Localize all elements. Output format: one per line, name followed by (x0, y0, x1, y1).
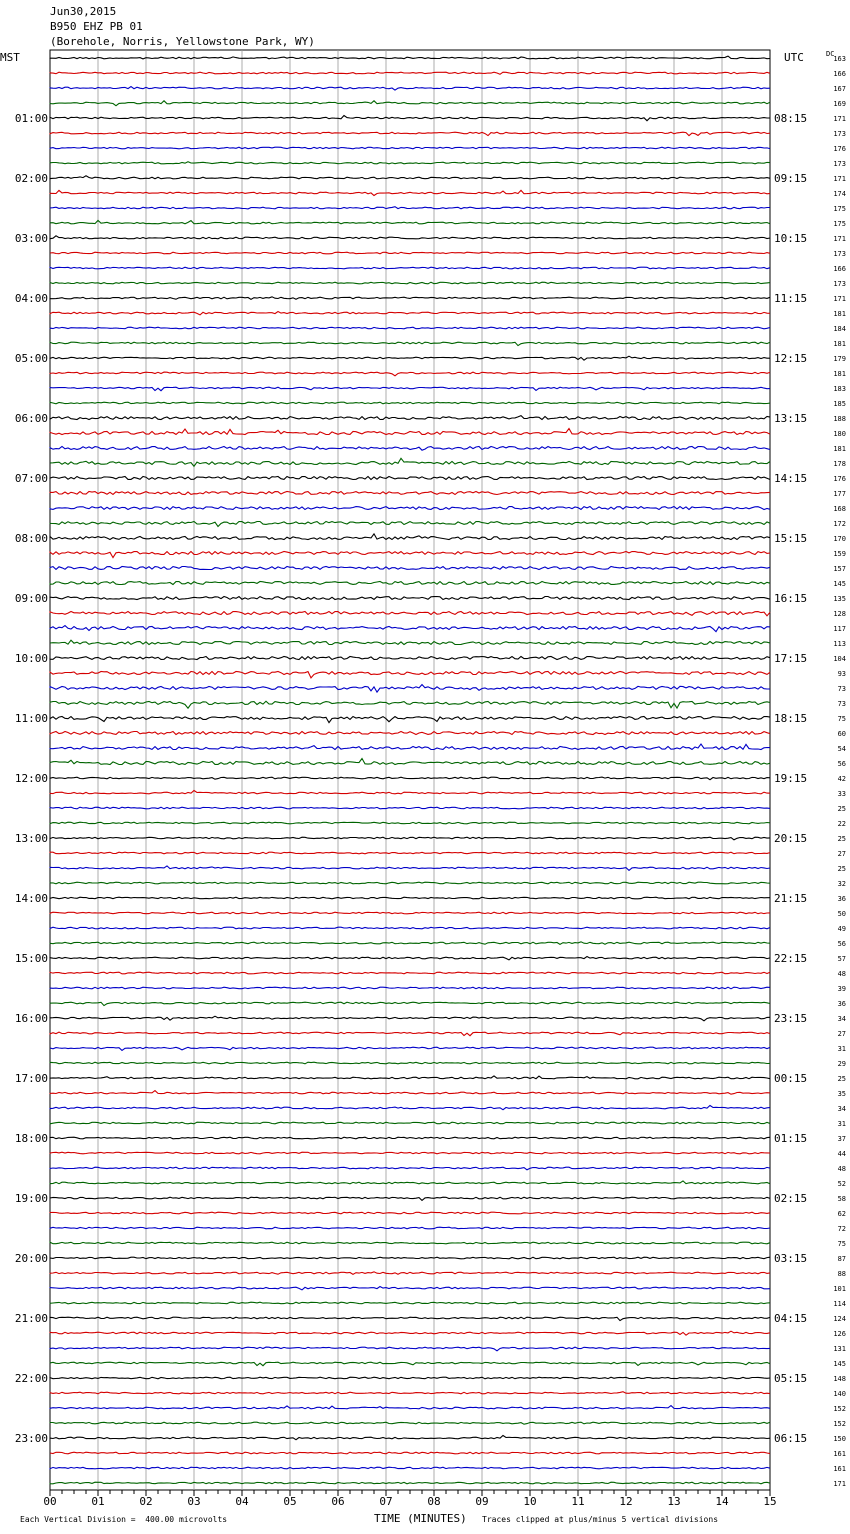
dc-value: 181 (833, 370, 846, 378)
seismic-trace (50, 626, 770, 632)
seismic-trace (50, 312, 770, 315)
left-hour-label: 02:00 (14, 172, 48, 185)
seismic-trace (50, 777, 770, 780)
seismic-trace (50, 458, 770, 466)
seismic-trace (50, 744, 770, 749)
dc-value: 49 (837, 925, 846, 933)
left-hour-label: 20:00 (14, 1252, 48, 1265)
left-hour-label: 22:00 (14, 1372, 48, 1385)
dc-value: 185 (833, 400, 846, 408)
right-hour-label: 13:15 (774, 412, 808, 425)
seismic-trace (50, 1331, 770, 1335)
station-location: (Borehole, Norris, Yellowstone Park, WY) (50, 35, 315, 48)
right-hour-label: 21:15 (774, 892, 808, 905)
left-hour-label: 06:00 (14, 412, 48, 425)
dc-value: 172 (833, 520, 846, 528)
seismic-trace (50, 1302, 770, 1304)
left-hour-label: 18:00 (14, 1132, 48, 1145)
x-tick-label: 02 (139, 1495, 153, 1508)
seismic-trace (50, 372, 770, 376)
seismic-trace (50, 477, 770, 480)
right-hour-label: 05:15 (774, 1372, 808, 1385)
dc-value: 181 (833, 445, 846, 453)
right-hour-label: 11:15 (774, 292, 808, 305)
dc-value: 188 (833, 415, 846, 423)
dc-value: 178 (833, 460, 846, 468)
left-hour-label: 16:00 (14, 1012, 48, 1025)
right-hour-label: 06:15 (774, 1432, 808, 1445)
dc-value: 159 (833, 550, 846, 558)
seismic-trace (50, 1062, 770, 1064)
seismic-trace (50, 1167, 770, 1170)
x-axis-title: TIME (MINUTES) (374, 1512, 467, 1525)
dc-value: 114 (833, 1300, 846, 1308)
seismic-trace (50, 1467, 770, 1469)
dc-value: 87 (837, 1255, 846, 1263)
seismic-trace (50, 732, 770, 735)
x-tick-label: 13 (667, 1495, 681, 1508)
seismic-trace (50, 447, 770, 451)
seismic-trace (50, 1392, 770, 1394)
left-hour-label: 17:00 (14, 1072, 48, 1085)
right-hour-label: 00:15 (774, 1072, 808, 1085)
dc-value: 124 (833, 1315, 846, 1323)
chart-date: Jun30,2015 (50, 5, 117, 18)
dc-value: 34 (837, 1015, 846, 1023)
dc-value: 27 (837, 850, 846, 858)
dc-value: 117 (833, 625, 846, 633)
seismic-trace (50, 822, 770, 824)
left-hour-label: 01:00 (14, 112, 48, 125)
left-hour-label: 19:00 (14, 1192, 48, 1205)
seismic-trace (50, 356, 770, 360)
seismic-trace (50, 507, 770, 510)
dc-value: 101 (833, 1285, 846, 1293)
dc-value: 44 (837, 1150, 846, 1158)
x-tick-label: 05 (283, 1495, 297, 1508)
dc-value: 42 (837, 775, 846, 783)
dc-value: 113 (833, 640, 846, 648)
seismic-trace (50, 429, 770, 435)
right-hour-label: 03:15 (774, 1252, 808, 1265)
dc-value: 171 (833, 175, 846, 183)
seismic-trace (50, 220, 770, 223)
seismic-trace (50, 522, 770, 527)
seismic-trace (50, 1076, 770, 1079)
right-hour-label: 09:15 (774, 172, 808, 185)
x-tick-label: 10 (523, 1495, 537, 1508)
dc-value: 32 (837, 880, 846, 888)
dc-value: 52 (837, 1180, 846, 1188)
seismic-trace (50, 987, 770, 989)
seismic-trace (50, 1406, 770, 1409)
right-hour-label: 22:15 (774, 952, 808, 965)
seismic-trace (50, 176, 770, 179)
seismic-trace (50, 1482, 770, 1484)
dc-value: 34 (837, 1105, 846, 1113)
left-hour-label: 12:00 (14, 772, 48, 785)
seismic-trace (50, 1422, 770, 1424)
seismic-trace (50, 1242, 770, 1244)
left-axis-label: MST (0, 51, 20, 64)
left-hour-label: 07:00 (14, 472, 48, 485)
right-hour-label: 16:15 (774, 592, 808, 605)
seismic-trace (50, 207, 770, 209)
dc-value: 25 (837, 805, 846, 813)
seismic-trace (50, 1197, 770, 1200)
seismic-trace (50, 87, 770, 91)
left-hour-label: 09:00 (14, 592, 48, 605)
dc-value: 173 (833, 130, 846, 138)
dc-value: 25 (837, 865, 846, 873)
dc-value: 35 (837, 1090, 846, 1098)
dc-value: 166 (833, 70, 846, 78)
dc-value: 75 (837, 1240, 846, 1248)
seismic-trace (50, 837, 770, 840)
left-hour-label: 15:00 (14, 952, 48, 965)
dc-value: 169 (833, 100, 846, 108)
dc-value: 152 (833, 1405, 846, 1413)
x-tick-label: 09 (475, 1495, 489, 1508)
dc-value: 128 (833, 610, 846, 618)
dc-value: 131 (833, 1345, 846, 1353)
dc-value: 48 (837, 970, 846, 978)
dc-value: 36 (837, 1000, 846, 1008)
dc-value: 57 (837, 955, 846, 963)
scale-note: Each Vertical Division = 400.00 microvolts (20, 1515, 228, 1524)
seismic-trace (50, 567, 770, 570)
dc-value: 88 (837, 1270, 846, 1278)
dc-value: 140 (833, 1390, 846, 1398)
seismic-trace (50, 897, 770, 899)
seismic-trace (50, 759, 770, 765)
left-hour-label: 14:00 (14, 892, 48, 905)
seismic-trace (50, 882, 770, 884)
seismic-trace (50, 116, 770, 121)
seismic-trace (50, 597, 770, 600)
dc-value: 179 (833, 355, 846, 363)
right-hour-label: 14:15 (774, 472, 808, 485)
dc-value: 50 (837, 910, 846, 918)
seismic-trace (50, 297, 770, 300)
seismic-trace (50, 972, 770, 974)
dc-value: 152 (833, 1420, 846, 1428)
left-hour-label: 23:00 (14, 1432, 48, 1445)
seismic-trace (50, 927, 770, 929)
seismic-trace (50, 236, 770, 239)
seismic-trace (50, 342, 770, 345)
right-hour-label: 20:15 (774, 832, 808, 845)
x-tick-label: 11 (571, 1495, 585, 1508)
dc-value: 180 (833, 430, 846, 438)
dc-value: 171 (833, 235, 846, 243)
right-hour-label: 15:15 (774, 532, 808, 545)
dc-value: 48 (837, 1165, 846, 1173)
right-hour-label: 23:15 (774, 1012, 808, 1025)
dc-value: 171 (833, 1480, 846, 1488)
dc-value: 56 (837, 760, 846, 768)
seismic-trace (50, 866, 770, 871)
seismic-trace (50, 657, 770, 660)
seismic-trace (50, 672, 770, 678)
seismic-trace (50, 1452, 770, 1454)
dc-value: 161 (833, 1465, 846, 1473)
left-hour-label: 08:00 (14, 532, 48, 545)
dc-value: 29 (837, 1060, 846, 1068)
dc-value: 37 (837, 1135, 846, 1143)
seismic-trace (50, 685, 770, 693)
dc-value: 75 (837, 715, 846, 723)
seismic-trace (50, 72, 770, 74)
seismic-trace (50, 1047, 770, 1050)
dc-value: 168 (833, 505, 846, 513)
right-axis-label: UTC (784, 51, 804, 64)
seismic-trace (50, 552, 770, 558)
seismic-trace (50, 912, 770, 914)
dc-value: 145 (833, 580, 846, 588)
dc-value: 171 (833, 115, 846, 123)
dc-label: DC (826, 50, 835, 58)
left-hour-label: 05:00 (14, 352, 48, 365)
dc-value: 184 (833, 325, 846, 333)
x-tick-label: 01 (91, 1495, 105, 1508)
x-tick-label: 06 (331, 1495, 345, 1508)
left-hour-label: 03:00 (14, 232, 48, 245)
dc-value: 36 (837, 895, 846, 903)
seismic-trace (50, 1137, 770, 1139)
dc-value: 173 (833, 280, 846, 288)
seismic-trace (50, 101, 770, 106)
seismic-trace (50, 582, 770, 585)
dc-value: 58 (837, 1195, 846, 1203)
seismic-trace (50, 1287, 770, 1290)
x-tick-label: 08 (427, 1495, 441, 1508)
dc-value: 27 (837, 1030, 846, 1038)
seismic-trace (50, 791, 770, 794)
seismic-trace (50, 534, 770, 540)
dc-value: 174 (833, 190, 846, 198)
dc-value: 126 (833, 1330, 846, 1338)
dc-value: 31 (837, 1045, 846, 1053)
dc-value: 171 (833, 295, 846, 303)
dc-value: 22 (837, 820, 846, 828)
seismic-trace (50, 1257, 770, 1259)
seismic-trace (50, 492, 770, 495)
right-hour-label: 12:15 (774, 352, 808, 365)
dc-value: 148 (833, 1375, 846, 1383)
seismic-trace (50, 1106, 770, 1110)
right-hour-label: 19:15 (774, 772, 808, 785)
seismic-trace (50, 1272, 770, 1275)
seismic-trace (50, 717, 770, 723)
dc-value: 166 (833, 265, 846, 273)
seismic-trace (50, 402, 770, 404)
seismic-trace (50, 957, 770, 960)
seismic-trace (50, 252, 770, 254)
seismic-trace (50, 1317, 770, 1320)
x-tick-label: 12 (619, 1495, 633, 1508)
seismic-trace (50, 1016, 770, 1021)
dc-value: 73 (837, 685, 846, 693)
dc-value: 176 (833, 145, 846, 153)
dc-value: 93 (837, 670, 846, 678)
seismic-trace (50, 1122, 770, 1124)
dc-value: 39 (837, 985, 846, 993)
seismic-trace (50, 1181, 770, 1184)
left-hour-label: 21:00 (14, 1312, 48, 1325)
dc-value: 72 (837, 1225, 846, 1233)
seismic-trace (50, 387, 770, 391)
clip-note: Traces clipped at plus/minus 5 vertical divisions (482, 1515, 719, 1524)
dc-value: 54 (837, 745, 846, 753)
seismic-trace (50, 807, 770, 809)
seismic-trace (50, 267, 770, 269)
seismic-trace (50, 162, 770, 164)
left-hour-label: 04:00 (14, 292, 48, 305)
seismic-trace (50, 942, 770, 945)
seismic-trace (50, 1032, 770, 1036)
x-tick-label: 00 (43, 1495, 57, 1508)
right-hour-label: 18:15 (774, 712, 808, 725)
seismic-trace (50, 1212, 770, 1214)
seismic-trace (50, 612, 770, 616)
dc-value: 60 (837, 730, 846, 738)
dc-value: 157 (833, 565, 846, 573)
seismic-trace (50, 701, 770, 708)
seismic-trace (50, 147, 770, 149)
right-hour-label: 08:15 (774, 112, 808, 125)
seismic-trace (50, 1347, 770, 1351)
right-hour-label: 01:15 (774, 1132, 808, 1145)
dc-value: 56 (837, 940, 846, 948)
seismic-trace (50, 190, 770, 195)
right-hour-label: 02:15 (774, 1192, 808, 1205)
dc-value: 176 (833, 475, 846, 483)
dc-value: 31 (837, 1120, 846, 1128)
dc-value: 73 (837, 700, 846, 708)
dc-value: 173 (833, 160, 846, 168)
seismic-trace (50, 1377, 770, 1379)
dc-value: 177 (833, 490, 846, 498)
seismic-trace (50, 1436, 770, 1440)
seismic-trace (50, 132, 770, 135)
left-hour-label: 13:00 (14, 832, 48, 845)
dc-value: 33 (837, 790, 846, 798)
left-hour-label: 10:00 (14, 652, 48, 665)
seismic-trace (50, 640, 770, 644)
seismic-trace (50, 327, 770, 329)
seismic-trace (50, 852, 770, 854)
dc-value: 145 (833, 1360, 846, 1368)
dc-value: 170 (833, 535, 846, 543)
dc-value: 183 (833, 385, 846, 393)
dc-value: 181 (833, 310, 846, 318)
seismic-trace (50, 1152, 770, 1154)
seismic-trace (50, 416, 770, 420)
seismic-trace (50, 1227, 770, 1229)
dc-value: 150 (833, 1435, 846, 1443)
dc-value: 135 (833, 595, 846, 603)
dc-value: 25 (837, 835, 846, 843)
x-tick-label: 15 (763, 1495, 777, 1508)
dc-value: 25 (837, 1075, 846, 1083)
dc-value: 167 (833, 85, 846, 93)
dc-value: 161 (833, 1450, 846, 1458)
seismic-trace (50, 56, 770, 59)
x-tick-label: 03 (187, 1495, 201, 1508)
seismic-trace (50, 1362, 770, 1366)
x-tick-label: 14 (715, 1495, 729, 1508)
dc-value: 163 (833, 55, 846, 63)
dc-value: 62 (837, 1210, 846, 1218)
dc-value: 181 (833, 340, 846, 348)
dc-value: 175 (833, 205, 846, 213)
right-hour-label: 17:15 (774, 652, 808, 665)
left-hour-label: 11:00 (14, 712, 48, 725)
x-tick-label: 04 (235, 1495, 249, 1508)
seismic-trace (50, 282, 770, 284)
x-tick-label: 07 (379, 1495, 393, 1508)
dc-value: 175 (833, 220, 846, 228)
dc-value: 104 (833, 655, 846, 663)
dc-value: 173 (833, 250, 846, 258)
seismic-trace (50, 1091, 770, 1095)
station-id: B950 EHZ PB 01 (50, 20, 143, 33)
right-hour-label: 04:15 (774, 1312, 808, 1325)
right-hour-label: 10:15 (774, 232, 808, 245)
seismic-trace (50, 1002, 770, 1005)
